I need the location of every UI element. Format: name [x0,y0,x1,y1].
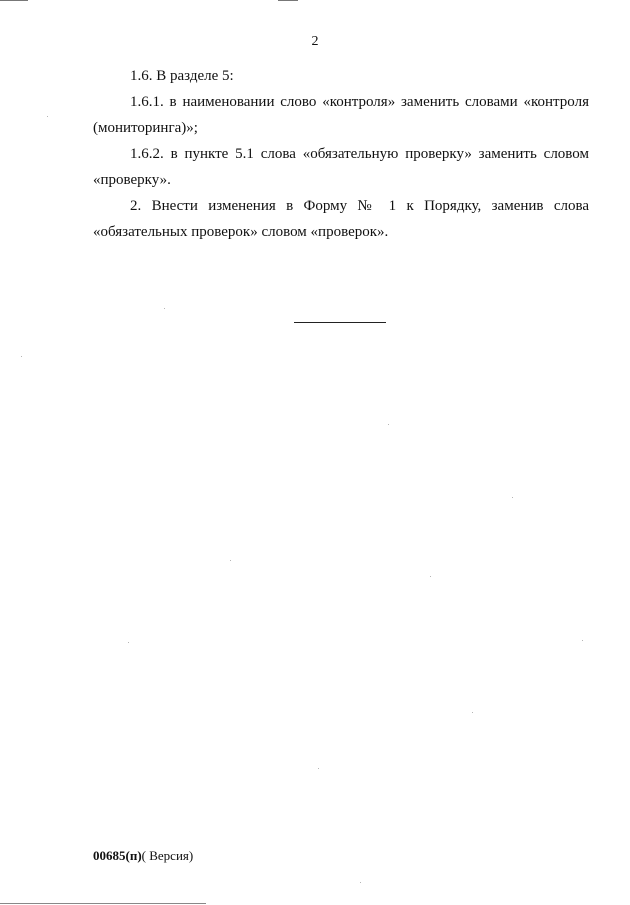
scan-noise [128,642,129,643]
scan-noise [47,116,48,117]
paragraph-1-6-2 [93,141,589,193]
document-version: ( Версия) [141,848,194,863]
paragraph-1-6-1 [93,89,589,141]
document-code: 00685(п) [93,848,142,863]
scan-noise [512,497,513,498]
page-number: 2 [311,34,319,49]
scan-edge-mark [0,0,28,1]
scan-noise [21,356,22,357]
paragraph-line: 2. Внести изменения в Форму № 1 к Порядку, заменив слова [130,198,589,214]
paragraph-1-6 [93,63,589,89]
scan-noise [164,308,165,309]
scan-noise [582,640,583,641]
scan-noise [318,768,319,769]
scan-edge-mark [0,903,206,904]
paragraph-line: «проверку». [93,172,171,188]
scan-noise [230,560,231,561]
scan-noise [388,424,389,425]
paragraph-2 [93,193,589,245]
document-footer-code [93,848,193,864]
paragraph-line: 1.6.2. в пункте 5.1 слова «обязательную проверку» заменить словом [130,146,589,162]
paragraph-line: 1.6. В разделе 5: [130,68,234,84]
scan-noise [472,712,473,713]
scan-noise [430,576,431,577]
scan-edge-mark [278,0,298,1]
end-of-text-rule [294,322,386,323]
paragraph-line: «обязательных проверок» словом «проверок». [93,224,389,240]
scan-noise [360,882,361,883]
paragraph-line: 1.6.1. в наименовании слово «контроля» заменить словами «контроля [130,94,589,110]
paragraph-line: (мониторинга)»; [93,120,198,136]
